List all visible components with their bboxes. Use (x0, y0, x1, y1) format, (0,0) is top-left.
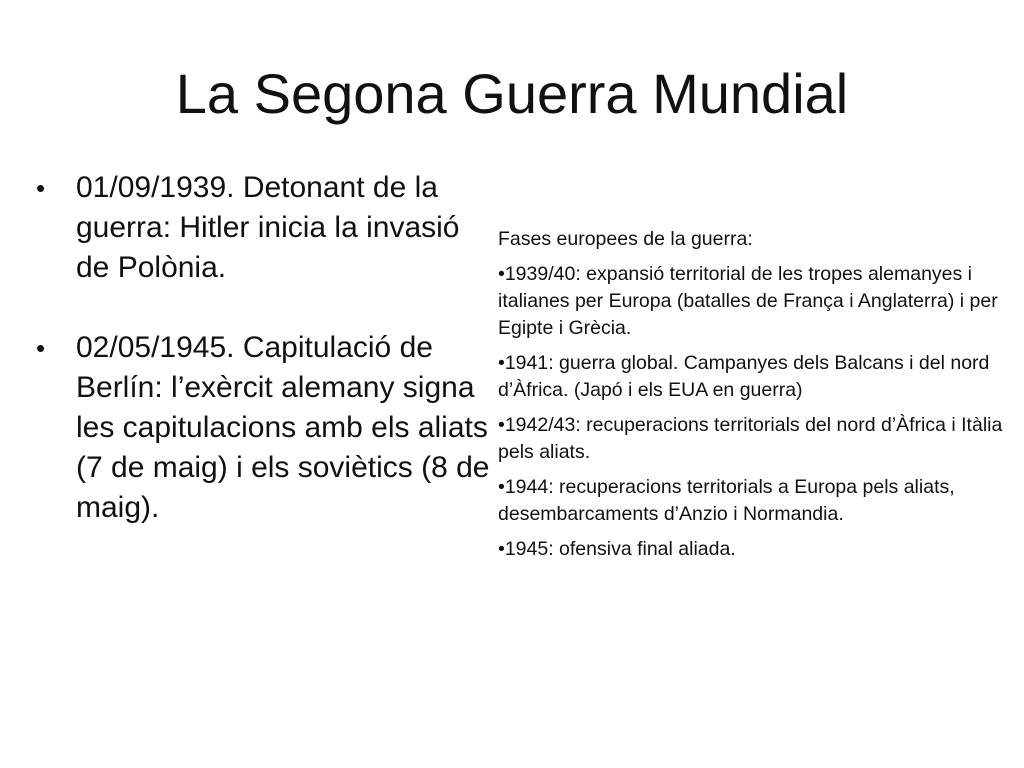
left-bullet-item (36, 328, 496, 528)
bullet-icon: • (36, 333, 46, 363)
slide-title: La Segona Guerra Mundial (175, 62, 849, 125)
phase-item: •1939/40: expansió territorial de les tropes alemanyes i italianes per Europa (batalles de França i Anglaterra) i per Egipte i Grècia. (498, 263, 998, 339)
bullet-text: 02/05/1945. Capitulació de Berlín: l’exèrcit alemany signa les capitulacions amb els aliats (7 de maig) i els soviètics (8 de maig). (76, 331, 490, 524)
left-bullet-list (36, 168, 496, 568)
bullet-text: 01/09/1939. Detonant de la guerra: Hitler inicia la invasió de Polònia. (76, 171, 460, 284)
phase-item: •1942/43: recuperacions territorials del nord d’Àfrica i Itàlia pels aliats. (498, 414, 1003, 463)
phase-item: •1944: recuperacions territorials a Europa pels aliats, desembarcaments d’Anzio i Normandia. (498, 476, 955, 525)
phases-heading: Fases europees de la guerra: (498, 228, 753, 250)
left-bullet-item (36, 168, 496, 288)
phase-item: •1945: ofensiva final aliada. (498, 538, 736, 560)
bullet-icon: • (36, 173, 46, 203)
phase-item: •1941: guerra global. Campanyes dels Balcans i del nord d’Àfrica. (Japó i els EUA en guerra) (498, 352, 990, 401)
phases-text-box (498, 226, 1018, 571)
